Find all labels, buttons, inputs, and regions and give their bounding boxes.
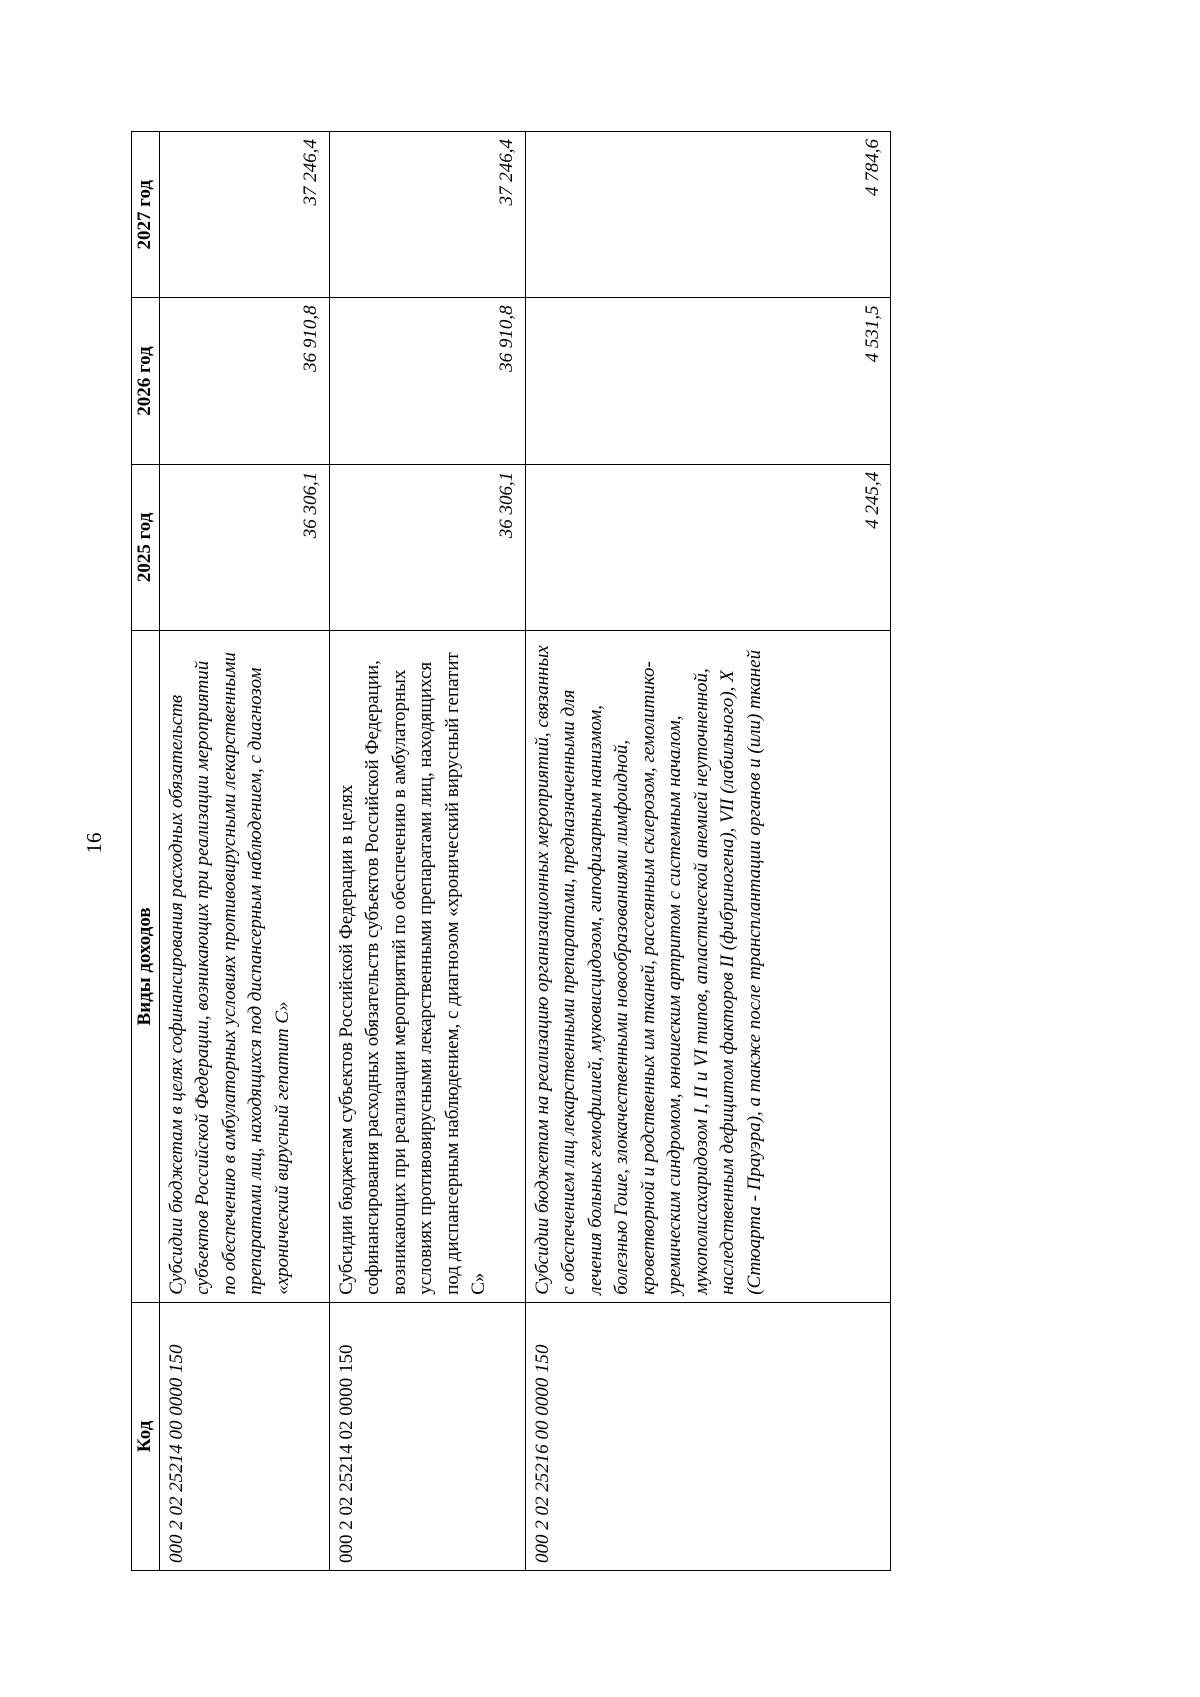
table-row [329, 132, 525, 1571]
row-value-2025: 4 245,4 [525, 464, 891, 630]
header-code: Код [132, 1302, 160, 1570]
row-value-2025: 36 306,1 [329, 464, 525, 630]
header-2026: 2026 год [132, 298, 160, 464]
table-header-row [132, 132, 160, 1571]
row-value-2026: 36 910,8 [329, 298, 525, 464]
row-code: 000 2 02 25214 02 0000 150 [329, 1302, 525, 1570]
header-2027: 2027 год [132, 132, 160, 298]
row-code: 000 2 02 25216 00 0000 150 [525, 1302, 891, 1570]
row-value-2027: 37 246,4 [329, 132, 525, 298]
header-revenue-kind: Виды доходов [132, 631, 160, 1303]
table-row [159, 132, 329, 1571]
table-row [525, 132, 891, 1571]
row-value-2026: 4 531,5 [525, 298, 891, 464]
row-description: Субсидии бюджетам на реализацию организационных мероприятий, связанных с обеспечением лиц лекарственными препаратами, предназначенными для лечения больных гемофилией, муковисцидозом, гипофизарным нанизмом, болезнью Гоше, злокачественными новообразованиями лимфоидной, кроветворной и родственных им тканей, рассеянным склерозом, гемолитико-уремическим синдромом, юношеским артритом с системным началом, мукополисахаридозом I, II и VI типов, апластической анемией неуточненной, наследственным дефицитом факторов II (фибриногена), VII (лабильного), X (Стюарта - Прауэра), а также после трансплантации органов и (или) тканей [525, 631, 891, 1303]
row-value-2027: 4 784,6 [525, 132, 891, 298]
page-number: 16 [82, 832, 106, 854]
row-description: Субсидии бюджетам в целях софинансирования расходных обязательств субъектов Российской Федерации, возникающих при реализации мероприятий по обеспечению в амбулаторных условиях противовирусными лекарственными препаратами лиц, находящихся под диспансерным наблюдением, с диагнозом «хронический вирусный гепатит С» [159, 631, 329, 1303]
row-value-2025: 36 306,1 [159, 464, 329, 630]
revenue-table-frame [131, 131, 891, 1571]
row-value-2026: 36 910,8 [159, 298, 329, 464]
header-2025: 2025 год [132, 464, 160, 630]
row-code: 000 2 02 25214 00 0000 150 [159, 1302, 329, 1570]
row-value-2027: 37 246,4 [159, 132, 329, 298]
revenue-table [131, 131, 891, 1571]
row-description: Субсидии бюджетам субъектов Российской Федерации в целях софинансирования расходных обязательств субъектов Российской Федерации, возникающих при реализации мероприятий по обеспечению в амбулаторных условиях противовирусными лекарственными препаратами лиц, находящихся под диспансерным наблюдением, с диагнозом «хронический вирусный гепатит С» [329, 631, 525, 1303]
